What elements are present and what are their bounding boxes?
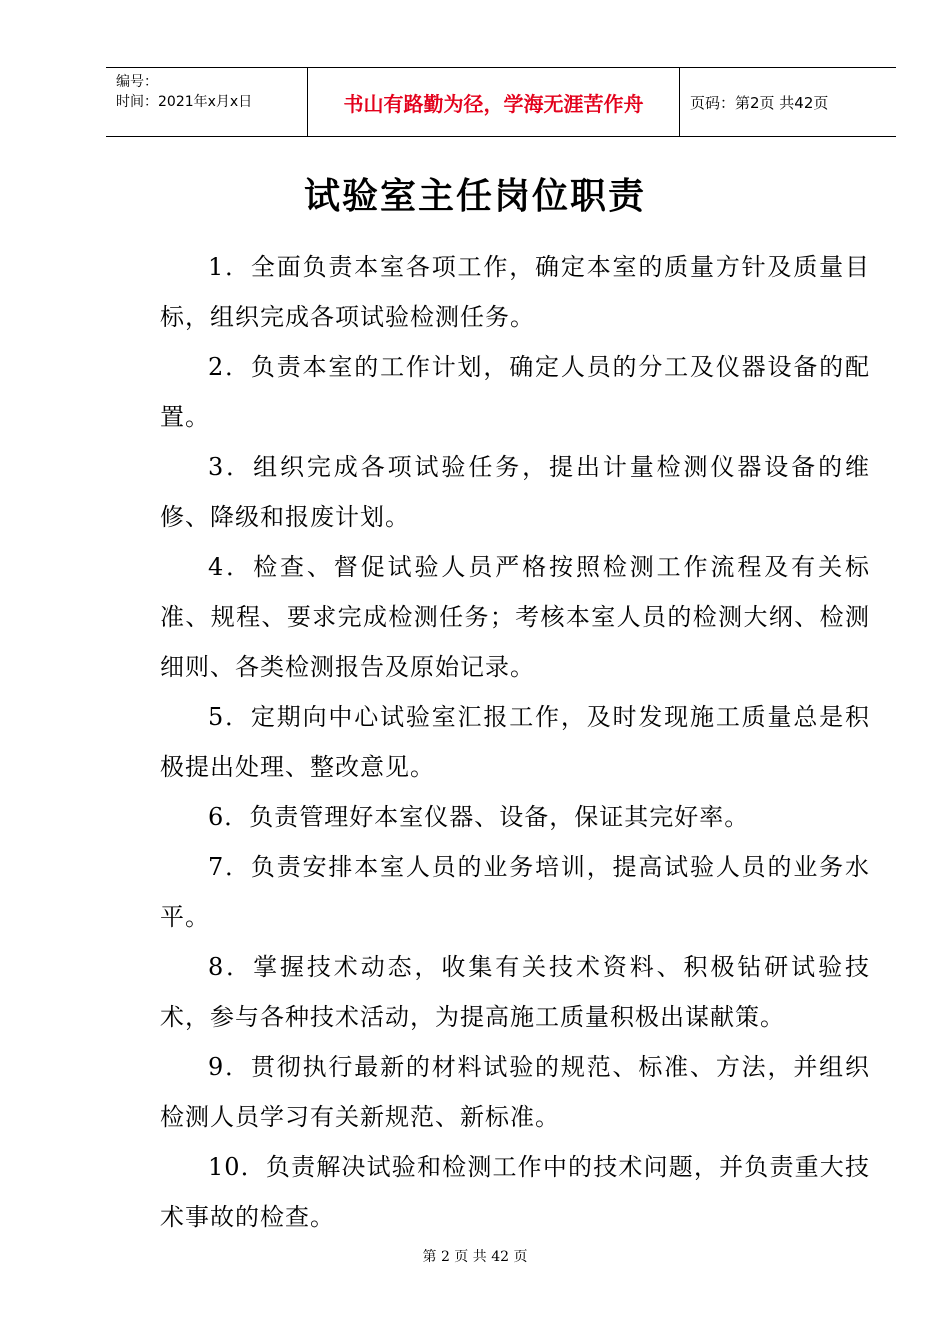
paragraph: 4．检查、督促试验人员严格按照检测工作流程及有关标准、规程、要求完成检测任务；考核本室人员的检测大纲、检测细则、各类检测报告及原始记录。 bbox=[160, 553, 870, 681]
header-page-info: 页码：第2页 共42页 bbox=[690, 93, 829, 112]
page-header bbox=[106, 67, 896, 137]
paragraph: 2．负责本室的工作计划，确定人员的分工及仪器设备的配置。 bbox=[160, 353, 870, 431]
paragraph: 3．组织完成各项试验任务，提出计量检测仪器设备的维修、降级和报废计划。 bbox=[160, 453, 870, 531]
paragraph: 5．定期向中心试验室汇报工作，及时发现施工质量总是积极提出处理、整改意见。 bbox=[160, 703, 870, 781]
page-footer: 第 2 页 共 42 页 bbox=[422, 1249, 528, 1265]
header-number-label: 编号： bbox=[116, 74, 158, 90]
paragraph: 8．掌握技术动态，收集有关技术资料、积极钻研试验技术，参与各种技术活动，为提高施工质量积极出谋献策。 bbox=[160, 953, 870, 1031]
paragraph: 10．负责解决试验和检测工作中的技术问题，并负责重大技术事故的检查。 bbox=[160, 1153, 870, 1231]
document-title: 试验室主任岗位职责 bbox=[303, 176, 646, 217]
paragraph: 6．负责管理好本室仪器、设备，保证其完好率。 bbox=[208, 803, 750, 831]
header-meta bbox=[106, 68, 308, 136]
document-body bbox=[160, 242, 870, 1242]
paragraph: 1．全面负责本室各项工作，确定本室的质量方针及质量目标，组织完成各项试验检测任务。 bbox=[160, 253, 870, 331]
header-motto: 书山有路勤为径，学海无涯苦作舟 bbox=[308, 68, 680, 136]
header-time-label: 时间：2021年x月x日 bbox=[116, 94, 253, 110]
paragraph: 7．负责安排本室人员的业务培训，提高试验人员的业务水平。 bbox=[160, 853, 870, 931]
paragraph: 9．贯彻执行最新的材料试验的规范、标准、方法，并组织检测人员学习有关新规范、新标准。 bbox=[160, 1053, 870, 1131]
